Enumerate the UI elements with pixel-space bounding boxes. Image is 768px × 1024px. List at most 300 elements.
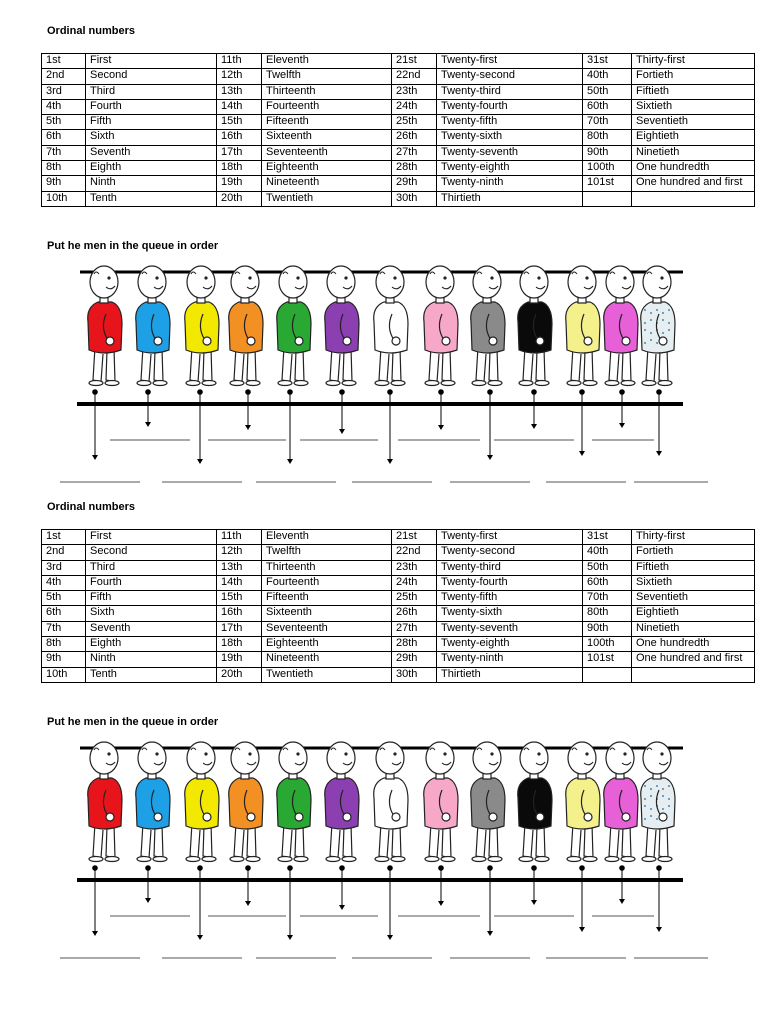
shirt	[471, 302, 505, 353]
eye	[443, 752, 446, 755]
ordinal-word-cell: Twenty-fourth	[437, 99, 583, 114]
shoe	[519, 857, 533, 862]
shoe	[658, 857, 672, 862]
hand	[154, 337, 162, 345]
arrow-head	[387, 935, 393, 940]
ordinal-abbrev-cell	[583, 667, 632, 682]
ordinal-word-cell: Twenty-fifth	[437, 115, 583, 130]
head	[426, 266, 454, 298]
table-row	[42, 161, 755, 176]
head	[279, 742, 307, 774]
ordinal-abbrev-cell: 5th	[42, 115, 86, 130]
shoe	[202, 857, 216, 862]
shoe	[326, 857, 340, 862]
shoe	[535, 857, 549, 862]
shoe	[567, 857, 581, 862]
shirt-dot	[644, 329, 646, 331]
ordinal-abbrev-cell: 14th	[217, 99, 262, 114]
shirt	[604, 302, 638, 353]
shoe	[186, 857, 200, 862]
eye	[490, 752, 493, 755]
ordinal-abbrev-cell: 3rd	[42, 560, 86, 575]
head	[606, 266, 634, 298]
ordinal-word-cell: Seventieth	[632, 115, 755, 130]
ordinal-word-cell: Third	[86, 84, 217, 99]
ordinal-word-cell: Eleventh	[262, 54, 392, 69]
ordinal-abbrev-cell: 1st	[42, 530, 86, 545]
shirt	[471, 778, 505, 829]
shirt-dot	[662, 808, 664, 810]
ordinal-word-cell: Thirtieth	[437, 191, 583, 206]
ordinal-abbrev-cell	[583, 191, 632, 206]
ordinal-word-cell: Twenty-ninth	[437, 176, 583, 191]
shoe	[375, 381, 389, 386]
hand	[343, 813, 351, 821]
head	[231, 742, 259, 774]
eye	[585, 752, 588, 755]
ordinal-word-cell: First	[86, 530, 217, 545]
shirt	[185, 778, 219, 829]
ordinal-word-cell: Twentieth	[262, 191, 392, 206]
shoe	[621, 381, 635, 386]
hand	[343, 337, 351, 345]
shoe	[230, 857, 244, 862]
ordinal-word-cell: Ninth	[86, 176, 217, 191]
ordinal-abbrev-cell: 21st	[392, 54, 437, 69]
ordinal-word-cell: Fiftieth	[632, 560, 755, 575]
ordinal-word-cell: Twenty-fourth	[437, 575, 583, 590]
shoe	[230, 381, 244, 386]
man-figure	[229, 266, 263, 386]
head	[138, 266, 166, 298]
ordinal-abbrev-cell: 23th	[392, 560, 437, 575]
ordinal-word-cell: Seventh	[86, 145, 217, 160]
ordinal-word-cell: Twenty-ninth	[437, 652, 583, 667]
shirt	[374, 778, 408, 829]
table-row	[42, 637, 755, 652]
head	[473, 266, 501, 298]
shirt-dot	[650, 808, 652, 810]
ordinal-abbrev-cell: 14th	[217, 575, 262, 590]
ordinal-abbrev-cell: 1st	[42, 54, 86, 69]
shirt-dot	[644, 309, 646, 311]
shoe	[137, 857, 151, 862]
ordinal-word-cell: Fourth	[86, 99, 217, 114]
worksheet-section-2	[0, 476, 768, 1024]
ordinal-word-cell: Ninth	[86, 652, 217, 667]
hand	[203, 337, 211, 345]
hand	[584, 813, 592, 821]
ordinal-abbrev-cell: 17th	[217, 145, 262, 160]
shirt-dot	[650, 339, 652, 341]
shirt-dot	[656, 342, 658, 344]
ordinal-abbrev-cell: 30th	[392, 667, 437, 682]
head	[606, 742, 634, 774]
shirt-dot	[668, 329, 670, 331]
hand	[659, 337, 667, 345]
ordinal-word-cell: One hundred and first	[632, 176, 755, 191]
shirt-dot	[644, 342, 646, 344]
ordinal-word-cell: Fortieth	[632, 69, 755, 84]
ordinal-word-cell: Eleventh	[262, 530, 392, 545]
ordinal-word-cell: Twenty-second	[437, 69, 583, 84]
table-row	[42, 591, 755, 606]
eye	[660, 276, 663, 279]
shoe	[441, 381, 455, 386]
shirt-dot	[668, 322, 670, 324]
ordinal-word-cell: Sixteenth	[262, 606, 392, 621]
table-row	[42, 545, 755, 560]
ordinal-abbrev-cell: 12th	[217, 69, 262, 84]
ordinal-word-cell: Fourteenth	[262, 575, 392, 590]
ordinal-word-cell: Second	[86, 69, 217, 84]
ordinal-abbrev-cell: 8th	[42, 637, 86, 652]
ordinal-word-cell: Twenty-sixth	[437, 130, 583, 145]
shirt-dot	[656, 785, 658, 787]
hand	[622, 337, 630, 345]
shoe	[294, 857, 308, 862]
ordinal-abbrev-cell: 40th	[583, 545, 632, 560]
man-figure	[374, 742, 408, 862]
ordinal-word-cell: Eighth	[86, 161, 217, 176]
shirt	[424, 778, 458, 829]
ordinal-word-cell: Eighteenth	[262, 161, 392, 176]
table-row	[42, 575, 755, 590]
ordinal-abbrev-cell: 16th	[217, 130, 262, 145]
ordinal-abbrev-cell: 23th	[392, 84, 437, 99]
shoe	[642, 857, 656, 862]
hand	[489, 337, 497, 345]
hand	[536, 337, 544, 345]
shirt-dot	[650, 312, 652, 314]
arrow-head	[487, 931, 493, 936]
eye	[155, 276, 158, 279]
man-figure	[604, 742, 638, 862]
man-figure	[325, 266, 359, 386]
instruction-text: Put he men in the queue in order	[47, 716, 219, 728]
shoe	[583, 381, 597, 386]
shirt-dot	[644, 805, 646, 807]
hand	[536, 813, 544, 821]
head	[138, 742, 166, 774]
shoe	[391, 857, 405, 862]
shoe	[567, 381, 581, 386]
arrow-head	[487, 455, 493, 460]
shirt-dot	[650, 795, 652, 797]
ordinal-word-cell: Twenty-third	[437, 84, 583, 99]
ordinal-word-cell: Sixteenth	[262, 130, 392, 145]
ordinal-word-cell: Tenth	[86, 191, 217, 206]
hand	[106, 337, 114, 345]
ordinal-word-cell: Third	[86, 560, 217, 575]
ordinal-word-cell: Twelfth	[262, 69, 392, 84]
ordinal-word-cell: Thirty-first	[632, 54, 755, 69]
ordinal-word-cell: Fifteenth	[262, 591, 392, 606]
head	[187, 266, 215, 298]
hand	[295, 813, 303, 821]
shirt-dot	[644, 798, 646, 800]
ordinal-word-cell: Fifth	[86, 115, 217, 130]
shirt-dot	[644, 785, 646, 787]
ordinal-word-cell: Seventeenth	[262, 621, 392, 636]
ordinal-word-cell: One hundredth	[632, 161, 755, 176]
ordinal-abbrev-cell: 22nd	[392, 69, 437, 84]
ordinal-word-cell: Eighth	[86, 637, 217, 652]
eye	[248, 752, 251, 755]
ordinal-abbrev-cell: 9th	[42, 652, 86, 667]
table-row	[42, 130, 755, 145]
table-row	[42, 606, 755, 621]
shirt-dot	[668, 785, 670, 787]
arrow-head	[438, 425, 444, 430]
ordinal-abbrev-cell: 27th	[392, 621, 437, 636]
head	[376, 742, 404, 774]
ordinal-word-cell: Fortieth	[632, 545, 755, 560]
shoe	[535, 381, 549, 386]
ordinal-word-cell: Twenty-second	[437, 545, 583, 560]
hand	[247, 337, 255, 345]
shoe	[153, 857, 167, 862]
ordinal-abbrev-cell: 7th	[42, 145, 86, 160]
ordinal-abbrev-cell: 4th	[42, 575, 86, 590]
shirt	[185, 302, 219, 353]
shoe	[105, 381, 119, 386]
eye	[393, 752, 396, 755]
ordinal-abbrev-cell: 60th	[583, 575, 632, 590]
ordinal-word-cell: Twenty-first	[437, 54, 583, 69]
arrow-head	[287, 459, 293, 464]
arrow-head	[92, 931, 98, 936]
shirt-dot	[650, 815, 652, 817]
man-figure	[604, 266, 638, 386]
shirt-dot	[668, 309, 670, 311]
hand	[392, 337, 400, 345]
ordinal-abbrev-cell: 24th	[392, 575, 437, 590]
man-figure	[518, 742, 552, 862]
shoe	[488, 381, 502, 386]
arrow-head	[656, 451, 662, 456]
hand	[584, 337, 592, 345]
arrow-head	[339, 429, 345, 434]
shoe	[342, 381, 356, 386]
man-figure	[277, 266, 311, 386]
ordinal-abbrev-cell: 18th	[217, 161, 262, 176]
ordinal-abbrev-cell: 7th	[42, 621, 86, 636]
shirt	[229, 778, 263, 829]
table-row	[42, 191, 755, 206]
ordinal-word-cell: Fourteenth	[262, 99, 392, 114]
shoe	[642, 381, 656, 386]
shoe	[519, 381, 533, 386]
ordinal-abbrev-cell: 25th	[392, 115, 437, 130]
table-row	[42, 69, 755, 84]
ordinal-word-cell: Ninetieth	[632, 145, 755, 160]
shoe	[326, 381, 340, 386]
arrow-head	[197, 935, 203, 940]
ordinal-abbrev-cell: 27th	[392, 145, 437, 160]
eye	[585, 276, 588, 279]
table-row	[42, 115, 755, 130]
man-figure	[88, 266, 122, 386]
arrow-head	[245, 901, 251, 906]
shirt	[566, 302, 600, 353]
hand	[247, 813, 255, 821]
eye	[393, 276, 396, 279]
ordinal-word-cell: Twenty-third	[437, 560, 583, 575]
queue-svg	[0, 262, 768, 492]
shirt	[88, 302, 122, 353]
ordinal-word-cell: Ninetieth	[632, 621, 755, 636]
queue-illustration	[0, 738, 768, 968]
shoe	[342, 857, 356, 862]
shirt-dot	[650, 319, 652, 321]
shirt	[604, 778, 638, 829]
man-figure	[229, 742, 263, 862]
section-heading: Ordinal numbers	[47, 501, 136, 513]
shoe	[89, 381, 103, 386]
ordinal-abbrev-cell: 20th	[217, 667, 262, 682]
ordinal-abbrev-cell: 60th	[583, 99, 632, 114]
man-figure	[566, 266, 600, 386]
shirt-dot	[668, 798, 670, 800]
shoe	[186, 381, 200, 386]
shirt-dot	[656, 818, 658, 820]
shirt	[136, 778, 170, 829]
ordinal-word-cell	[632, 667, 755, 682]
table-row	[42, 54, 755, 69]
man-figure	[424, 742, 458, 862]
head	[643, 742, 671, 774]
ordinal-word-cell: Nineteenth	[262, 176, 392, 191]
arrow-head	[145, 422, 151, 427]
shoe	[105, 857, 119, 862]
shoe	[441, 857, 455, 862]
ordinal-word-cell: Seventieth	[632, 591, 755, 606]
shirt	[325, 302, 359, 353]
shirt-dot	[662, 319, 664, 321]
ordinal-word-cell: Thirteenth	[262, 560, 392, 575]
ordinal-abbrev-cell: 70th	[583, 591, 632, 606]
eye	[107, 752, 110, 755]
head	[643, 266, 671, 298]
ordinal-abbrev-cell: 25th	[392, 591, 437, 606]
shirt-dot	[668, 805, 670, 807]
ordinal-word-cell: Twenty-seventh	[437, 145, 583, 160]
ordinal-abbrev-cell: 11th	[217, 530, 262, 545]
ordinal-abbrev-cell: 15th	[217, 115, 262, 130]
shirt	[518, 302, 552, 353]
arrow-head	[197, 459, 203, 464]
man-figure	[641, 742, 675, 862]
shirt-dot	[656, 309, 658, 311]
ordinal-abbrev-cell: 28th	[392, 161, 437, 176]
arrow-head	[245, 425, 251, 430]
man-figure	[88, 742, 122, 862]
arrow-head	[531, 424, 537, 429]
shirt-dot	[662, 795, 664, 797]
man-figure	[136, 266, 170, 386]
hand	[659, 813, 667, 821]
ordinal-abbrev-cell: 22nd	[392, 545, 437, 560]
arrow-head	[92, 455, 98, 460]
ordinal-word-cell: Eightieth	[632, 606, 755, 621]
shirt-dot	[662, 332, 664, 334]
ordinal-abbrev-cell: 70th	[583, 115, 632, 130]
shoe	[278, 857, 292, 862]
shoe	[425, 857, 439, 862]
shoe	[621, 857, 635, 862]
table-row	[42, 84, 755, 99]
man-figure	[277, 742, 311, 862]
shoe	[472, 381, 486, 386]
shirt	[518, 778, 552, 829]
table-row	[42, 621, 755, 636]
eye	[490, 276, 493, 279]
ordinal-abbrev-cell: 29th	[392, 652, 437, 667]
eye	[204, 752, 207, 755]
table-row	[42, 176, 755, 191]
ordinal-word-cell: Eighteenth	[262, 637, 392, 652]
ordinal-abbrev-cell: 80th	[583, 130, 632, 145]
ordinal-word-cell: Sixtieth	[632, 99, 755, 114]
ordinal-word-cell: Twenty-sixth	[437, 606, 583, 621]
ordinal-word-cell: Twentieth	[262, 667, 392, 682]
ordinal-word-cell: Thirteenth	[262, 84, 392, 99]
ordinal-abbrev-cell: 31st	[583, 54, 632, 69]
head	[568, 266, 596, 298]
ordinal-abbrev-cell: 15th	[217, 591, 262, 606]
head	[520, 266, 548, 298]
ordinal-word-cell: One hundred and first	[632, 652, 755, 667]
eye	[296, 752, 299, 755]
hand	[442, 813, 450, 821]
ordinal-word-cell: Twenty-seventh	[437, 621, 583, 636]
ordinal-word-cell: Twelfth	[262, 545, 392, 560]
ordinal-abbrev-cell: 17th	[217, 621, 262, 636]
ordinal-word-cell: Sixth	[86, 130, 217, 145]
eye	[155, 752, 158, 755]
eye	[344, 276, 347, 279]
ordinal-word-cell: Fiftieth	[632, 84, 755, 99]
ordinal-word-cell: Nineteenth	[262, 652, 392, 667]
arrow-head	[145, 898, 151, 903]
hand	[106, 813, 114, 821]
ordinal-abbrev-cell: 2nd	[42, 545, 86, 560]
shoe	[605, 381, 619, 386]
table-row	[42, 99, 755, 114]
eye	[296, 276, 299, 279]
ordinal-word-cell	[632, 191, 755, 206]
ordinal-abbrev-cell: 8th	[42, 161, 86, 176]
shirt	[374, 302, 408, 353]
head	[327, 266, 355, 298]
ordinal-word-cell: Twenty-eighth	[437, 637, 583, 652]
hand	[295, 337, 303, 345]
eye	[623, 752, 626, 755]
head	[568, 742, 596, 774]
shirt	[229, 302, 263, 353]
ordinal-word-cell: Twenty-first	[437, 530, 583, 545]
ordinal-word-cell: Sixtieth	[632, 575, 755, 590]
arrow-head	[619, 423, 625, 428]
shirt	[277, 778, 311, 829]
shirt-dot	[662, 788, 664, 790]
shoe	[153, 381, 167, 386]
ordinal-abbrev-cell: 20th	[217, 191, 262, 206]
arrow-head	[531, 900, 537, 905]
ordinal-word-cell: Tenth	[86, 667, 217, 682]
ordinal-abbrev-cell: 40th	[583, 69, 632, 84]
